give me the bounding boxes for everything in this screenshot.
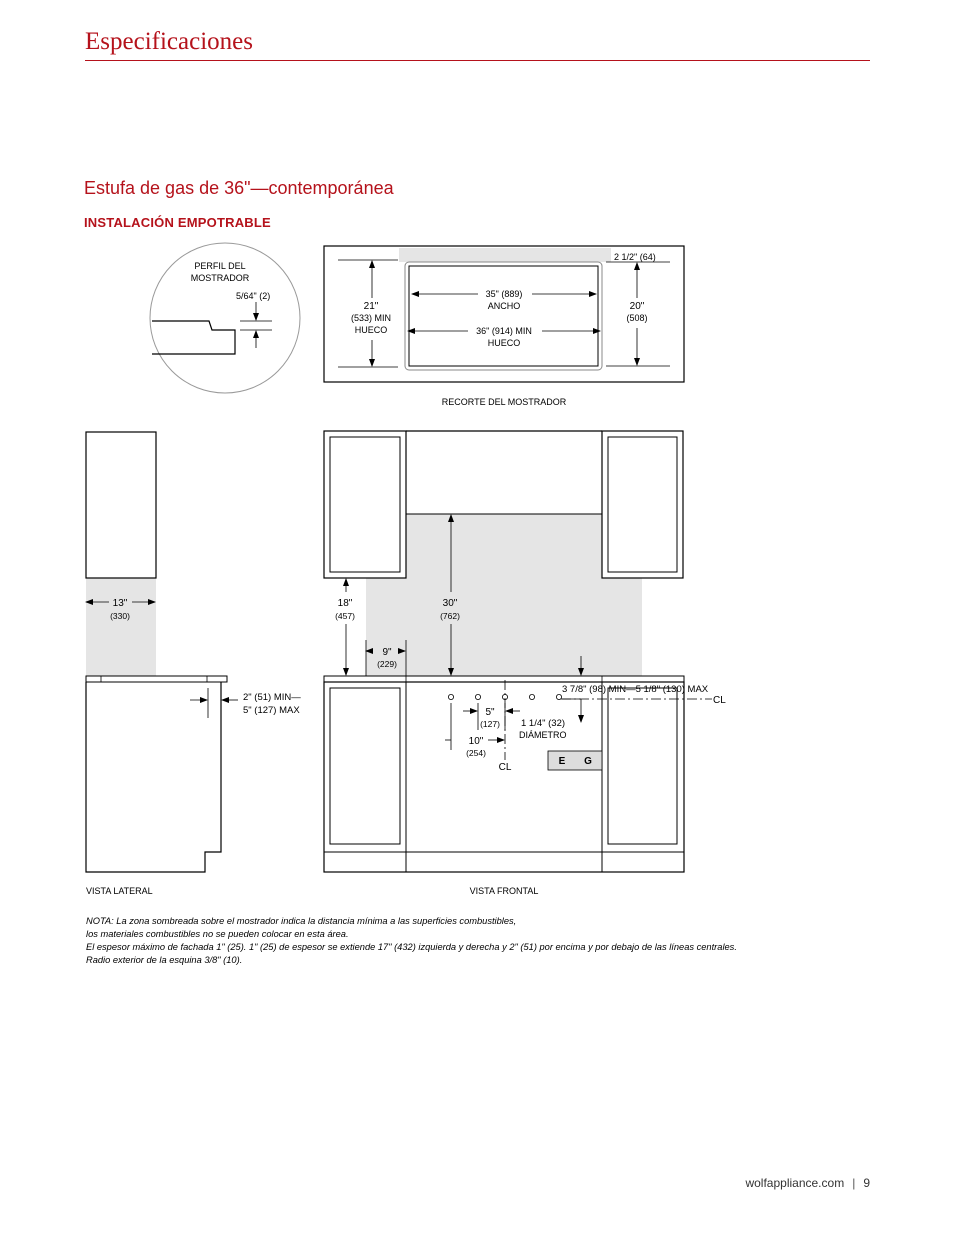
front-dim-1-1-4: 1 1/4" (32): [521, 718, 566, 729]
cutout-min-width-label: HUECO: [487, 338, 521, 348]
front-dim-5-mm: (127): [480, 719, 500, 729]
note-line-2: los materiales combustibles no se pueden colocar en esta área.: [86, 929, 349, 939]
note-line-4: Radio exterior de la esquina 3/8" (10).: [86, 955, 243, 965]
cutout-width-label: ANCHO: [487, 301, 521, 311]
cutout-caption: RECORTE DEL MOSTRADOR: [441, 397, 567, 407]
profile-dim: 5/64" (2): [236, 291, 271, 301]
notes: [86, 915, 886, 967]
front-dim-30: 30": [442, 598, 458, 609]
centerline-bottom: CL: [498, 762, 512, 773]
note-line-3: El espesor máximo de fachada 1" (25). 1" (25) de espesor se extiende 17" (432) izquierda y derecha y 2" (51) por encima y por debajo de las líneas centrales.: [86, 942, 737, 952]
footer-site[interactable]: wolfappliance.com: [745, 1176, 845, 1190]
front-dim-3-7-8: 3 7/8" (98) MIN—5 1/8" (130) MAX: [562, 684, 709, 695]
cutout-top-dim: 2 1/2" (64): [614, 252, 656, 262]
front-view: [324, 431, 726, 896]
sub-title: INSTALACIÓN EMPOTRABLE: [84, 215, 271, 230]
page-title: Especificaciones: [85, 28, 253, 55]
gas-box-label: G: [584, 756, 592, 767]
section-title: Estufa de gas de 36"—contemporánea: [84, 178, 394, 198]
front-dim-18: 18": [337, 598, 353, 609]
front-dim-10-mm: (254): [466, 748, 486, 758]
front-dim-30-mm: (762): [440, 611, 460, 621]
side-view: [86, 432, 301, 896]
side-dim-5: 5" (127) MAX: [243, 705, 300, 716]
profile-label-2: MOSTRADOR: [190, 273, 250, 283]
front-view-caption: VISTA FRONTAL: [469, 886, 539, 896]
cutout-left-height-label: HUECO: [354, 325, 388, 335]
cutout-right-height-mm: (508): [626, 313, 648, 323]
cutout-left-height-mm: (533) MIN: [350, 313, 392, 323]
footer: wolfappliance.com | 9: [745, 1176, 870, 1190]
front-dim-10: 10": [468, 736, 484, 747]
side-view-caption: VISTA LATERAL: [86, 886, 153, 896]
centerline-right: CL: [713, 695, 726, 706]
front-dim-5: 5": [485, 707, 495, 718]
side-dim-2: 2" (51) MIN—: [243, 692, 301, 703]
note-line-1: NOTA: La zona sombreada sobre el mostrador indica la distancia mínima a las superficies combustibles,: [86, 916, 517, 926]
front-dim-9-mm: (229): [377, 659, 397, 669]
front-dim-18-mm: (457): [335, 611, 355, 621]
side-dim-13-mm: (330): [110, 611, 130, 621]
electric-box-label: E: [558, 756, 566, 767]
page-number: 9: [863, 1176, 870, 1190]
cutout-min-width-dim: 36" (914) MIN: [476, 326, 532, 336]
front-dim-9: 9": [382, 647, 392, 658]
countertop-profile-detail: [150, 243, 300, 393]
profile-label-1: PERFIL DEL: [194, 261, 246, 271]
cutout-width-dim: 35" (889): [485, 289, 523, 299]
side-dim-13: 13": [112, 598, 128, 609]
front-dim-diameter: DIÁMETRO: [519, 730, 567, 740]
countertop-cutout: [324, 246, 684, 407]
cutout-left-height: 21": [363, 301, 379, 312]
cutout-right-height: 20": [629, 301, 645, 312]
